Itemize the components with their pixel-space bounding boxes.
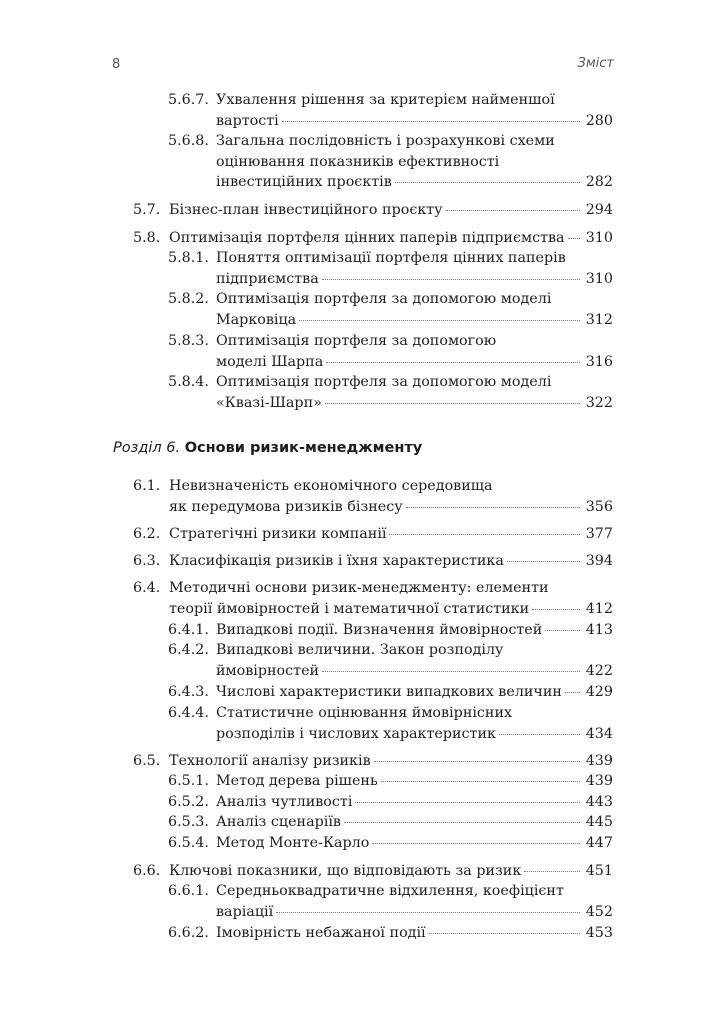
toc-entry-title-line: Марковіца [216, 310, 580, 331]
toc-entry-page: 394 [585, 553, 613, 569]
dot-leader [446, 210, 580, 211]
toc-entry-title-line: Оптимізація портфеля за допомогою [216, 333, 497, 349]
toc-entry-page: 453 [585, 925, 613, 941]
page-number: 8 [112, 57, 121, 72]
toc-entry-page: 452 [585, 903, 613, 920]
toc-entry-title-line: Числові характеристики випадкових величин [216, 682, 580, 703]
toc-entry-number: 6.4. [133, 580, 161, 596]
dot-leader [355, 802, 580, 803]
dot-leader [381, 781, 580, 782]
dot-leader [395, 182, 580, 183]
dot-leader [565, 692, 580, 693]
toc-entry-page: 316 [585, 353, 613, 370]
toc-entry-number: 6.4.2. [168, 642, 209, 658]
toc-entry-number: 6.5.3. [168, 814, 209, 830]
dot-leader [374, 761, 580, 762]
dot-leader [507, 561, 580, 562]
toc-entry-title-line: Статистичне оцінювання ймовірнісних [216, 705, 513, 721]
dot-leader [372, 843, 580, 844]
toc-entry-title-line: Невизначеність економічного середовища [169, 478, 493, 494]
toc-entry-page: 312 [585, 311, 613, 328]
toc-entry-title-line: Бізнес-план інвестиційного проєкту [169, 200, 580, 221]
toc-entry-title-line: Ключові показники, що відповідають за ризик [169, 861, 580, 882]
toc-entry-number: 6.1. [133, 478, 161, 494]
toc-entry-title-line: «Квазі-Шарп» [216, 393, 580, 414]
toc-entry-page: 282 [585, 174, 613, 191]
section-heading-prefix: Розділ 6. [113, 440, 181, 456]
toc-entry-title-line: Середньоквадратичне відхилення, коефіцієнт [216, 883, 564, 899]
running-head: Зміст [577, 56, 614, 71]
toc-entry-page: 280 [585, 112, 613, 129]
toc-entry-page: 377 [585, 526, 613, 542]
toc-entry-title-line: оцінювання показників ефективності [216, 153, 500, 170]
toc-entry-title-line: Оптимізація портфеля за допомогою моделі [216, 374, 552, 390]
toc-entry-number: 6.5. [133, 753, 161, 769]
toc-entry-title-line: Ухвалення рішення за критерієм найменшої [216, 92, 555, 108]
toc-entry-number: 6.5.4. [168, 835, 209, 851]
toc-entry-title-line: Випадкові події. Визначення ймовірностей [216, 620, 580, 641]
toc-entry-page: 310 [585, 270, 613, 287]
toc-entry-page: 439 [585, 773, 613, 789]
toc-entry-title-line: розподілів і числових характеристик [216, 724, 580, 745]
dot-leader [532, 609, 580, 610]
dot-leader [299, 320, 580, 321]
toc-entry-title-line: варіації [216, 902, 580, 923]
toc-entry-title-line: Оптимізація портфеля за допомогою моделі [216, 291, 552, 307]
toc-entry-number: 5.8.2. [168, 291, 209, 307]
dot-leader [389, 534, 580, 535]
dot-leader [545, 630, 580, 631]
toc-entry-title-line: ймовірностей [216, 661, 580, 682]
toc-entry-number: 6.2. [133, 526, 161, 542]
toc-entry-page: 434 [585, 725, 613, 742]
toc-entry-title-line: Імовірність небажаної події [216, 923, 580, 944]
dot-leader [524, 871, 580, 872]
toc-entry-number: 6.3. [133, 553, 161, 569]
toc-entry-title-line: підприємства [216, 269, 580, 290]
dot-leader [568, 238, 580, 239]
toc-entry-number: 5.8.3. [168, 333, 209, 349]
toc-entry-title-line: Методичні основи ризик-менеджменту: елементи [169, 580, 549, 596]
toc-entry-title-line: Аналіз сценаріїв [216, 812, 580, 833]
toc-entry-page: 412 [585, 600, 613, 617]
toc-entry-title-line: Загальна послідовність і розрахункові схеми [216, 133, 555, 149]
dot-leader [322, 279, 580, 280]
toc-entry-title-line: Стратегічні ризики компанії [169, 524, 580, 545]
toc-entry-number: 5.6.8. [168, 133, 209, 149]
dot-leader [282, 121, 580, 122]
dot-leader [406, 507, 580, 508]
toc-entry-page: 294 [585, 202, 613, 218]
toc-entry-page: 439 [585, 753, 613, 769]
toc-entry-page: 322 [585, 394, 613, 411]
toc-entry-title-line: як передумова ризиків бізнесу [169, 497, 580, 518]
toc-entry-number: 6.4.3. [168, 684, 209, 700]
dot-leader [325, 403, 580, 404]
toc-entry-number: 5.7. [133, 202, 161, 218]
toc-entry-page: 413 [585, 622, 613, 638]
toc-entry-title-line: Метод Монте-Карло [216, 833, 580, 854]
toc-entry-title-line: Поняття оптимізації портфеля цінних паперів [216, 250, 566, 266]
toc-entry-number: 6.5.1. [168, 773, 209, 789]
toc-entry-number: 5.8. [133, 230, 161, 246]
dot-leader [499, 734, 580, 735]
toc-entry-title-line: вартості [216, 111, 580, 132]
toc-entry-title-line: Оптимізація портфеля цінних паперів підприємства [169, 228, 580, 249]
toc-entry-page: 443 [585, 794, 613, 810]
toc-entry-number: 5.8.1. [168, 250, 209, 266]
dot-leader [322, 671, 580, 672]
toc-entry-title-line: інвестиційних проєктів [216, 172, 580, 193]
toc-entry-number: 6.4.1. [168, 622, 209, 638]
toc-entry-number: 5.6.7. [168, 92, 209, 108]
toc-entry-page: 356 [585, 498, 613, 515]
toc-entry-title-line: моделі Шарпа [216, 352, 580, 373]
toc-entry-number: 6.6. [133, 863, 161, 879]
toc-entry-number: 6.6.1. [168, 883, 209, 899]
toc-entry-page: 447 [585, 835, 613, 851]
toc-entry-page: 429 [585, 684, 613, 700]
toc-entry-number: 6.5.2. [168, 794, 209, 810]
dot-leader [344, 822, 580, 823]
toc-entry-number: 6.6.2. [168, 925, 209, 941]
toc-entry-title-line: теорії ймовірностей і математичної статистики [169, 599, 580, 620]
section-heading-title: Основи ризик-менеджменту [184, 440, 423, 456]
toc-entry-page: 445 [585, 814, 613, 830]
toc-entry-title-line: Метод дерева рішень [216, 771, 580, 792]
toc-entry-number: 5.8.4. [168, 374, 209, 390]
toc-entry-page: 422 [585, 662, 613, 679]
dot-leader [276, 912, 580, 913]
dot-leader [326, 362, 580, 363]
toc-entry-title-line: Технології аналізу ризиків [169, 751, 580, 772]
toc-entry-number: 6.4.4. [168, 705, 209, 721]
dot-leader [429, 933, 580, 934]
toc-entry-page: 310 [585, 230, 613, 246]
toc-entry-page: 451 [585, 863, 613, 879]
toc-entry-title-line: Випадкові величини. Закон розподілу [216, 642, 504, 658]
toc-entry-title-line: Класифікація ризиків і їхня характеристика [169, 551, 580, 572]
toc-entry-title-line: Аналіз чутливості [216, 792, 580, 813]
